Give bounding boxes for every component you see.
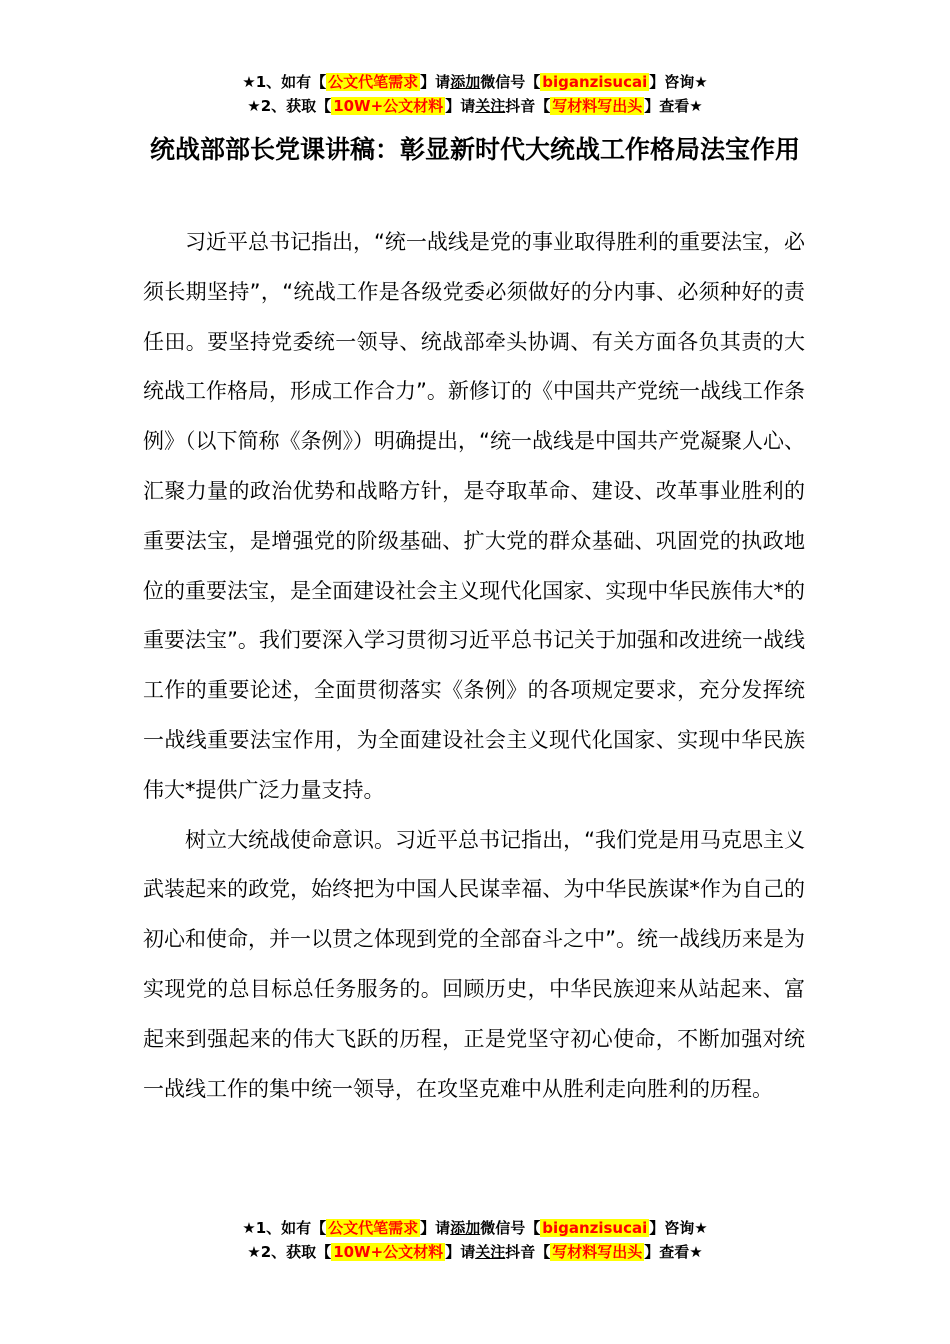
promo-line-2 (0, 94, 950, 118)
promo-highlight: 公文代笔需求 (328, 73, 419, 91)
document-title: 统战部部长党课讲稿：彰显新时代大统战工作格局法宝作用 (149, 135, 800, 164)
promo-wechat-id: biganzisucai (542, 73, 648, 91)
promo-highlight: 10W+公文材料 (333, 1243, 444, 1261)
promo-text: 】咨询★ (649, 1219, 708, 1237)
promo-text: 抖音【 (505, 1243, 551, 1261)
promo-line-1 (0, 70, 950, 94)
paragraph-2: 树立大统战使命意识。习近平总书记指出，“我们党是用马克思主义武装起来的政党，始终把为中国人民谋幸福、为中华民族谋*作为自己的初心和使命，并一以贯之体现到党的全部奋斗之中”。统一战线历来是为实现党的总目标总任务服务的。回顾历史，中华民族迎来从站起来、富起来到强起来的伟大飞跃的历程，正是党坚守初心使命，不断加强对统一战线工作的集中统一领导，在攻坚克难中从胜利走向胜利的历程。 (143, 827, 805, 1101)
promo-underlined: 关注 (475, 97, 506, 115)
promo-text: 微信号【 (480, 73, 541, 91)
promo-text: ★2、获取【 (247, 1243, 332, 1261)
promo-text: 】查看★ (644, 1243, 703, 1261)
promo-douyin-account: 写材料写出头 (552, 1243, 643, 1261)
promo-text: 抖音【 (505, 97, 551, 115)
promo-text: 】查看★ (644, 97, 703, 115)
promo-douyin-account: 写材料写出头 (552, 97, 643, 115)
promo-text: ★2、获取【 (247, 97, 332, 115)
promo-text: 】请 (445, 97, 476, 115)
promo-highlight: 10W+公文材料 (333, 97, 444, 115)
promo-line-2 (0, 1240, 950, 1264)
promo-text: 微信号【 (480, 1219, 541, 1237)
promo-highlight: 公文代笔需求 (328, 1219, 419, 1237)
promo-underlined: 添加 (450, 1219, 481, 1237)
promo-text: ★1、如有【 (242, 1219, 327, 1237)
document-body (143, 218, 805, 1114)
promo-text: 】请 (445, 1243, 476, 1261)
promo-underlined: 添加 (450, 73, 481, 91)
promo-underlined: 关注 (475, 1243, 506, 1261)
promo-text: 】请 (420, 1219, 451, 1237)
promo-line-1 (0, 1216, 950, 1240)
promo-banner-top (0, 70, 950, 118)
promo-text: 】咨询★ (649, 73, 708, 91)
promo-text: ★1、如有【 (242, 73, 327, 91)
paragraph-1: 习近平总书记指出，“统一战线是党的事业取得胜利的重要法宝，必须长期坚持”，“统战工作是各级党委必须做好的分内事、必须种好的责任田。要坚持党委统一领导、统战部牵头协调、有关方面各负其责的大统战工作格局，形成工作合力”。新修订的《中国共产党统一战线工作条例》（以下简称《条例》）明确提出，“统一战线是中国共产党凝聚人心、汇聚力量的政治优势和战略方针，是夺取革命、建设、改革事业胜利的重要法宝，是增强党的阶级基础、扩大党的群众基础、巩固党的执政地位的重要法宝，是全面建设社会主义现代化国家、实现中华民族伟大*的重要法宝”。我们要深入学习贯彻习近平总书记关于加强和改进统一战线工作的重要论述，全面贯彻落实《条例》的各项规定要求，充分发挥统一战线重要法宝作用，为全面建设社会主义现代化国家、实现中华民族伟大*提供广泛力量支持。 (143, 230, 805, 802)
promo-wechat-id: biganzisucai (542, 1219, 648, 1237)
promo-text: 】请 (420, 73, 451, 91)
promo-banner-bottom (0, 1216, 950, 1264)
